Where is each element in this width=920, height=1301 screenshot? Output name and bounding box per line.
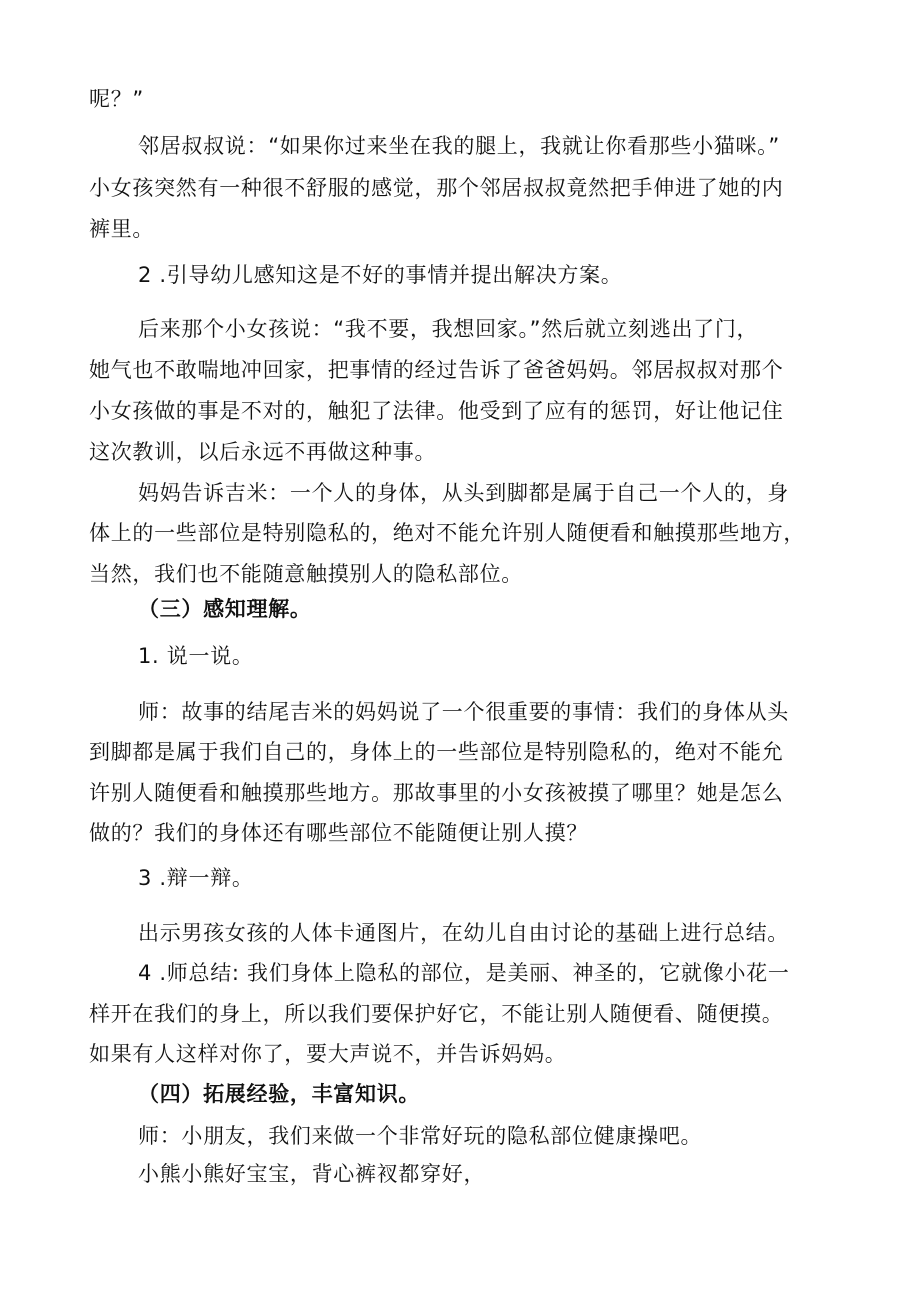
- text-line: 小女孩突然有一种很不舒服的感觉，那个邻居叔叔竟然把手伸进了她的内: [89, 176, 784, 200]
- text-line: 师：小朋友，我们来做一个非常好玩的隐私部位健康操吧。: [138, 1124, 703, 1148]
- subsection-heading: 3 .辩一辩。: [138, 866, 254, 890]
- text-line: 体上的一些部位是特别隐私的，绝对不能允许别人随便看和触摸那些地方，: [89, 521, 806, 545]
- text-line: 小女孩做的事是不对的，触犯了法律。他受到了应有的惩罚，好让他记住: [89, 399, 784, 423]
- text-line: 呢？”: [89, 87, 144, 111]
- text-line: 邻居叔叔说：“如果你过来坐在我的腿上，我就让你看那些小猫咪。”: [138, 134, 780, 158]
- subsection-heading: 2 .引导幼儿感知这是不好的事情并提出解决方案。: [138, 263, 623, 287]
- text-line: 出示男孩女孩的人体卡通图片，在幼儿自由讨论的基础上进行总结。: [138, 921, 789, 945]
- text-line: 她气也不敢喘地冲回家，把事情的经过告诉了爸爸妈妈。邻居叔叔对那个: [89, 358, 784, 382]
- text-line: 后来那个小女孩说：“我不要，我想回家。”然后就立刻逃出了门，: [138, 317, 759, 341]
- text-line: 样开在我们的身上，所以我们要保护好它，不能让别人随便看、随便摸。: [89, 1002, 784, 1026]
- text-line: 小熊小熊好宝宝，背心裤衩都穿好，: [138, 1162, 486, 1186]
- text-line: 许别人随便看和触摸那些地方。那故事里的小女孩被摸了哪里？她是怎么: [89, 781, 784, 805]
- section-heading: （三）感知理解。: [138, 597, 312, 621]
- section-heading: （四）拓展经验，丰富知识。: [138, 1082, 421, 1106]
- subsection-heading: 1. 说一说。: [138, 644, 254, 668]
- text-line: 做的？我们的身体还有哪些部位不能随便让别人摸？: [89, 821, 589, 845]
- text-line: 这次教训，以后永远不再做这种事。: [89, 440, 437, 464]
- text-line: 师：故事的结尾吉米的妈妈说了一个很重要的事情：我们的身体从头: [138, 700, 789, 724]
- text-line: 4 .师总结: 我们身体上隐私的部位，是美丽、神圣的，它就像小花一: [138, 961, 790, 985]
- text-line: 如果有人这样对你了，要大声说不，并告诉妈妈。: [89, 1042, 567, 1066]
- text-line: 当然，我们也不能随意触摸别人的隐私部位。: [89, 562, 523, 586]
- text-line: 到脚都是属于我们自己的，身体上的一些部位是特别隐私的，绝对不能允: [89, 740, 784, 764]
- text-line: 裤里。: [89, 217, 155, 241]
- text-line: 妈妈告诉吉米：一个人的身体，从头到脚都是属于自己一个人的，身: [138, 481, 789, 505]
